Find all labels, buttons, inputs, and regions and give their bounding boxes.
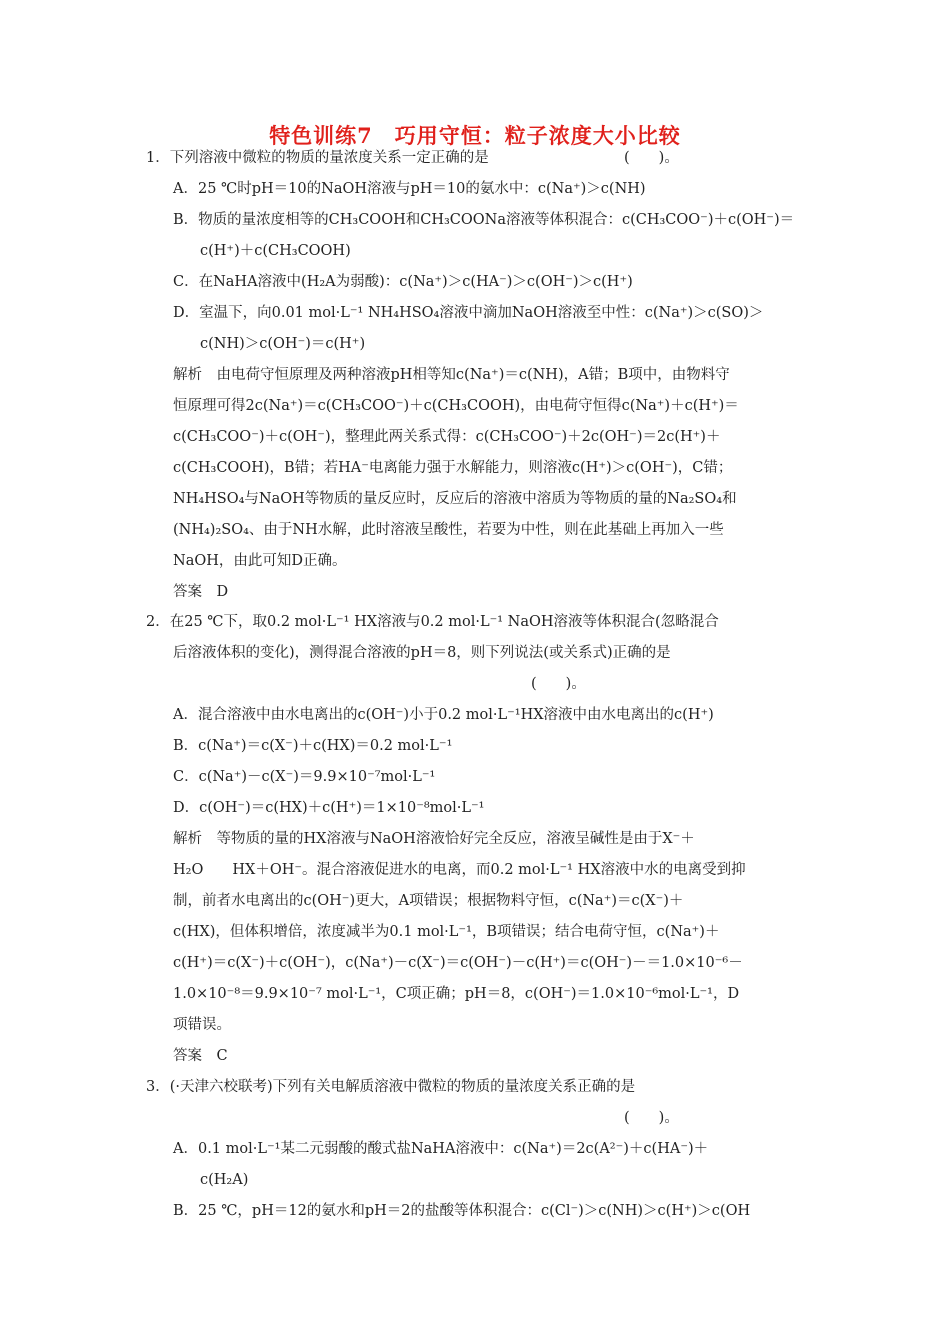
q1-explanation-line: NH₄HSO₄与NaOH等物质的量反应时，反应后的溶液中溶质为等物质的量的Na₂SO₄和 bbox=[173, 491, 737, 507]
q3-option-a: A．0.1 mol·L⁻¹某二元弱酸的酸式盐NaHA溶液中：c(Na⁺)＝2c(A²⁻)＋c(HA⁻)＋ bbox=[173, 1141, 709, 1157]
q2-explanation-line: c(H⁺)＝c(X⁻)＋c(OH⁻)，c(Na⁺)－c(X⁻)＝c(OH⁻)－c(H⁺)＝c(OH⁻)－＝1.0×10⁻⁶－ bbox=[173, 955, 743, 971]
q2-stem: 2．在25 ℃下，取0.2 mol·L⁻¹ HX溶液与0.2 mol·L⁻¹ NaOH溶液等体积混合(忽略混合 bbox=[146, 614, 719, 630]
q1-explanation-line: c(CH₃COO⁻)＋c(OH⁻)，整理此两关系式得：c(CH₃COO⁻)＋2c(OH⁻)＝2c(H⁺)＋ bbox=[173, 429, 721, 445]
page-title: 特色训练7 巧用守恒：粒子浓度大小比较 bbox=[269, 123, 681, 148]
q2-option-c: C．c(Na⁺)－c(X⁻)＝9.9×10⁻⁷mol·L⁻¹ bbox=[173, 769, 436, 785]
q1-explanation-line: NaOH，由此可知D正确。 bbox=[173, 553, 347, 569]
q1-explanation-line: (NH₄)₂SO₄、由于NH水解，此时溶液呈酸性，若要为中性，则在此基础上再加入一些 bbox=[173, 522, 724, 538]
q2-answer: 答案 C bbox=[173, 1048, 228, 1064]
q1-option-d: D．室温下，向0.01 mol·L⁻¹ NH₄HSO₄溶液中滴加NaOH溶液至中性：c(Na⁺)＞c(SO)＞ bbox=[173, 305, 764, 321]
q2-explanation-line: H₂O HX＋OH⁻。混合溶液促进水的电离，而0.2 mol·L⁻¹ HX溶液中水的电离受到抑 bbox=[173, 862, 746, 878]
q2-stem-cont: 后溶液体积的变化)，测得混合溶液的pH＝8，则下列说法(或关系式)正确的是 bbox=[173, 645, 671, 661]
q1-option-b-cont: c(H⁺)＋c(CH₃COOH) bbox=[200, 243, 351, 259]
q1-answer: 答案 D bbox=[173, 584, 229, 600]
q1-option-b: B．物质的量浓度相等的CH₃COOH和CH₃COONa溶液等体积混合：c(CH₃COO⁻)＋c(OH⁻)＝ bbox=[173, 212, 795, 228]
q1-option-d-cont: c(NH)＞c(OH⁻)＝c(H⁺) bbox=[200, 336, 366, 352]
q2-explanation-line: 解析 等物质的量的HX溶液与NaOH溶液恰好完全反应，溶液呈碱性是由于X⁻＋ bbox=[173, 831, 695, 847]
q1-answer-blank: ( )。 bbox=[624, 150, 679, 166]
q1-option-a: A．25 ℃时pH＝10的NaOH溶液与pH＝10的氨水中：c(Na⁺)＞c(NH) bbox=[173, 181, 646, 197]
q2-option-a: A．混合溶液中由水电离出的c(OH⁻)小于0.2 mol·L⁻¹HX溶液中由水电离出的c(H⁺) bbox=[173, 707, 714, 723]
q3-answer-blank: ( )。 bbox=[624, 1110, 679, 1126]
q1-stem: 1．下列溶液中微粒的物质的量浓度关系一定正确的是 bbox=[146, 150, 489, 166]
q2-explanation-line: 1.0×10⁻⁸＝9.9×10⁻⁷ mol·L⁻¹，C项正确；pH＝8，c(OH⁻)＝1.0×10⁻⁶mol·L⁻¹，D bbox=[173, 986, 740, 1002]
q3-option-b: B．25 ℃，pH＝12的氨水和pH＝2的盐酸等体积混合：c(Cl⁻)＞c(NH)＞c(H⁺)＞c(OH bbox=[173, 1203, 751, 1219]
q2-explanation-line: 项错误。 bbox=[173, 1017, 231, 1033]
q1-explanation-line: 解析 由电荷守恒原理及两种溶液pH相等知c(Na⁺)＝c(NH)，A错；B项中，由物料守 bbox=[173, 367, 730, 383]
q2-option-d: D．c(OH⁻)＝c(HX)＋c(H⁺)＝1×10⁻⁸mol·L⁻¹ bbox=[173, 800, 485, 816]
q3-option-a-cont: c(H₂A) bbox=[200, 1172, 249, 1188]
q1-option-c: C．在NaHA溶液中(H₂A为弱酸)：c(Na⁺)＞c(HA⁻)＞c(OH⁻)＞c(H⁺) bbox=[173, 274, 633, 290]
q2-answer-blank: ( )。 bbox=[531, 676, 586, 692]
q2-option-b: B．c(Na⁺)＝c(X⁻)＋c(HX)＝0.2 mol·L⁻¹ bbox=[173, 738, 453, 754]
q1-explanation-line: 恒原理可得2c(Na⁺)＝c(CH₃COO⁻)＋c(CH₃COOH)，由电荷守恒得c(Na⁺)＋c(H⁺)＝ bbox=[173, 398, 739, 414]
q2-explanation-line: c(HX)，但体积增倍，浓度减半为0.1 mol·L⁻¹，B项错误；结合电荷守恒，c(Na⁺)＋ bbox=[173, 924, 720, 940]
q1-explanation-line: c(CH₃COOH)，B错；若HA⁻电离能力强于水解能力，则溶液c(H⁺)＞c(OH⁻)，C错； bbox=[173, 460, 733, 476]
q3-stem: 3．(·天津六校联考)下列有关电解质溶液中微粒的物质的量浓度关系正确的是 bbox=[146, 1079, 636, 1095]
q2-explanation-line: 制，前者水电离出的c(OH⁻)更大，A项错误；根据物料守恒，c(Na⁺)＝c(X⁻)＋ bbox=[173, 893, 684, 909]
